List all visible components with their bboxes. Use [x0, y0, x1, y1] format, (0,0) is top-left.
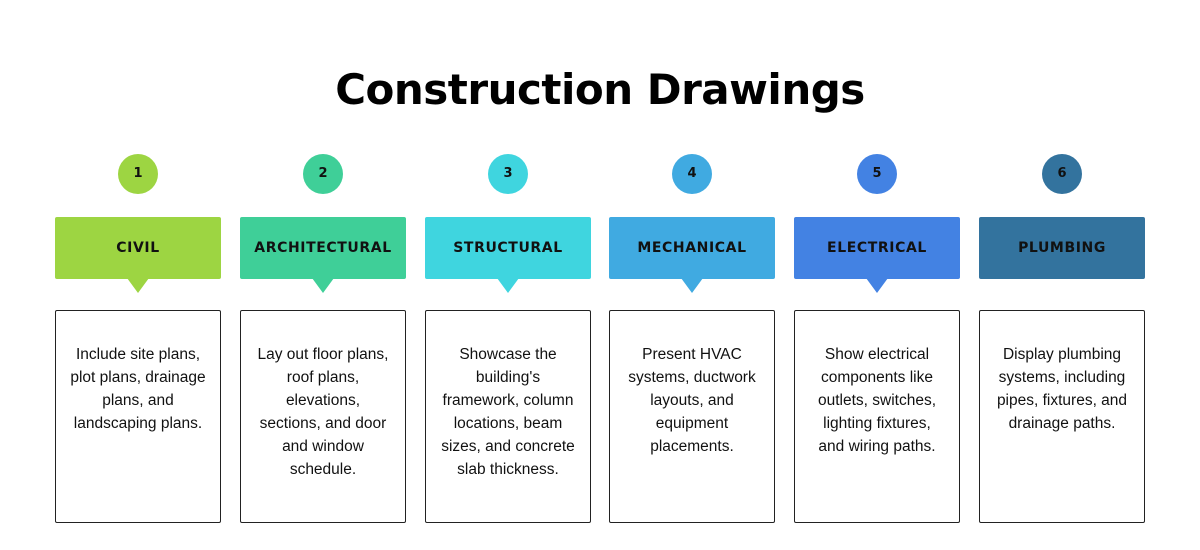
step-architectural	[240, 0, 406, 550]
step-header-label: PLUMBING	[1018, 240, 1106, 256]
step-number-badge: 4	[672, 154, 712, 194]
step-pointer	[681, 278, 703, 293]
step-description: Display plumbing systems, including pipes, fixtures, and drainage paths.	[996, 346, 1128, 432]
step-description-box	[609, 310, 775, 523]
step-number-badge: 1	[118, 154, 158, 194]
step-description: Present HVAC systems, ductwork layouts, and equipment placements.	[628, 346, 756, 455]
step-description: Showcase the building's framework, column locations, beam sizes, and concrete slab thickness.	[441, 346, 575, 478]
step-header	[609, 217, 775, 279]
step-mechanical	[609, 0, 775, 550]
step-header-label: MECHANICAL	[637, 240, 747, 256]
step-structural	[425, 0, 591, 550]
step-pointer	[312, 278, 334, 293]
step-pointer	[497, 278, 519, 293]
step-header-label: CIVIL	[116, 240, 160, 256]
step-description-box	[55, 310, 221, 523]
step-header-label: STRUCTURAL	[453, 240, 563, 256]
step-description: Include site plans, plot plans, drainage plans, and landscaping plans.	[70, 346, 206, 432]
step-electrical	[794, 0, 960, 550]
step-civil	[55, 0, 221, 550]
step-header	[979, 217, 1145, 279]
step-number-badge: 2	[303, 154, 343, 194]
step-number-badge: 3	[488, 154, 528, 194]
step-description: Lay out floor plans, roof plans, elevations, sections, and door and window schedule.	[257, 346, 389, 478]
step-header-label: ELECTRICAL	[827, 240, 927, 256]
step-header-label: ARCHITECTURAL	[254, 240, 392, 256]
step-description-box	[240, 310, 406, 523]
step-header	[794, 217, 960, 279]
step-plumbing	[979, 0, 1145, 550]
step-pointer	[866, 278, 888, 293]
step-header	[240, 217, 406, 279]
step-pointer	[127, 278, 149, 293]
step-description-box	[794, 310, 960, 523]
page-title: Construction Drawings	[335, 65, 865, 114]
step-description-box	[979, 310, 1145, 523]
step-number-badge: 6	[1042, 154, 1082, 194]
step-header	[55, 217, 221, 279]
step-description-box	[425, 310, 591, 523]
step-header	[425, 217, 591, 279]
step-number-badge: 5	[857, 154, 897, 194]
step-description: Show electrical components like outlets, switches, lighting fixtures, and wiring paths.	[817, 346, 937, 455]
